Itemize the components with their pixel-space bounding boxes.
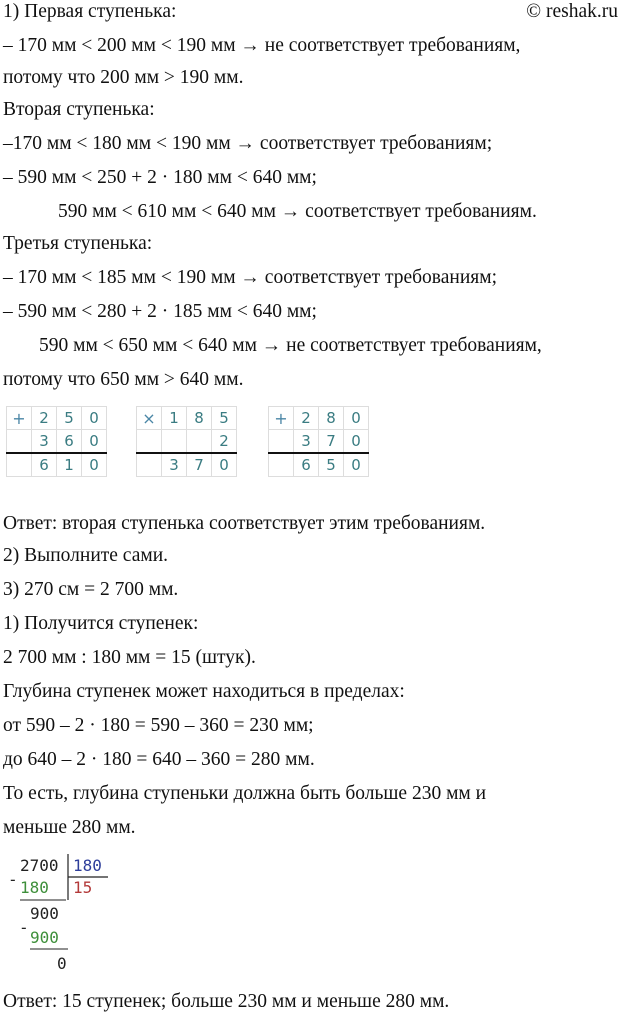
plus-sign: + <box>7 407 32 430</box>
quotient: 15 <box>73 878 93 897</box>
text-line: потому что 650 мм > 640 мм. <box>3 369 244 390</box>
digit: 0 <box>344 430 369 454</box>
text-line: 590 мм < 650 мм < 640 мм → не соответствует требованиям, <box>39 335 542 356</box>
text-line: 3) 270 см = 2 700 мм. <box>3 579 179 600</box>
text-line: Глубина ступенек может находиться в пределах: <box>3 681 405 702</box>
digit: 3 <box>294 430 319 454</box>
empty-cell <box>7 430 32 454</box>
digit: 7 <box>319 430 344 454</box>
text-line: до 640 – 2 · 180 = 640 – 360 = 280 мм. <box>3 749 315 770</box>
text-line: меньше 280 мм. <box>3 817 136 838</box>
calc-addition-1 <box>6 406 107 477</box>
digit: 7 <box>187 453 212 477</box>
minus-sign: - <box>8 870 18 889</box>
minus-sign: - <box>19 918 29 937</box>
digit: 0 <box>82 453 107 477</box>
digit: 8 <box>187 407 212 430</box>
digit <box>162 430 187 454</box>
empty-cell <box>269 453 294 477</box>
empty-cell <box>137 453 162 477</box>
digit: 1 <box>57 453 82 477</box>
text-line: –170 мм < 180 мм < 190 мм → соответствует требованиям; <box>3 133 493 154</box>
digit: 2 <box>32 407 57 430</box>
long-division <box>0 848 160 978</box>
text-line: 2) Выполните сами. <box>3 545 169 566</box>
subtrahend: 180 <box>20 878 49 897</box>
text-line: 1) Получится ступенек: <box>3 613 199 634</box>
text-line: – 170 мм < 185 мм < 190 мм → соответствует требованиям; <box>3 267 498 288</box>
digit: 5 <box>212 407 237 430</box>
calc-addition-2 <box>268 406 369 477</box>
digit: 3 <box>32 430 57 454</box>
text-line: Третья ступенька: <box>3 233 153 254</box>
answer-line: Ответ: 15 ступенек; больше 230 мм и меньше 280 мм. <box>3 991 450 1012</box>
empty-cell <box>269 430 294 454</box>
text-line: 2 700 мм : 180 мм = 15 (штук). <box>3 647 256 668</box>
digit: 8 <box>319 407 344 430</box>
remainder: 900 <box>30 904 59 923</box>
text-line: – 590 мм < 250 + 2 · 180 мм < 640 мм; <box>3 167 317 188</box>
digit: 0 <box>82 407 107 430</box>
digit: 0 <box>82 430 107 454</box>
text-line: от 590 – 2 · 180 = 590 – 360 = 230 мм; <box>3 715 314 736</box>
empty-cell <box>7 453 32 477</box>
digit: 6 <box>294 453 319 477</box>
text-line: 590 мм < 610 мм < 640 мм → соответствует требованиям. <box>58 201 537 222</box>
digit: 3 <box>162 453 187 477</box>
digit: 5 <box>319 453 344 477</box>
text-line: – 170 мм < 200 мм < 190 мм → не соответствует требованиям, <box>3 35 521 56</box>
digit: 0 <box>344 407 369 430</box>
digit: 1 <box>162 407 187 430</box>
digit: 6 <box>57 430 82 454</box>
final-remainder: 0 <box>57 954 67 973</box>
text-line: потому что 200 мм > 190 мм. <box>3 67 244 88</box>
text-line: То есть, глубина ступеньки должна быть больше 230 мм и <box>3 783 487 804</box>
digit: 2 <box>294 407 319 430</box>
division-lines <box>0 848 160 978</box>
watermark: © reshak.ru <box>526 1 618 22</box>
text-line: 1) Первая ступенька: <box>3 1 177 22</box>
digit <box>187 430 212 454</box>
digit: 2 <box>212 430 237 454</box>
dividend: 2700 <box>20 856 59 875</box>
digit: 6 <box>32 453 57 477</box>
divisor: 180 <box>73 856 102 875</box>
text-line: Вторая ступенька: <box>3 99 155 120</box>
empty-cell <box>137 430 162 454</box>
digit: 0 <box>212 453 237 477</box>
text-line: Ответ: вторая ступенька соответствует этим требованиям. <box>3 513 486 534</box>
multiply-sign: × <box>137 407 162 430</box>
digit: 0 <box>344 453 369 477</box>
subtrahend: 900 <box>30 928 59 947</box>
text-line: – 590 мм < 280 + 2 · 185 мм < 640 мм; <box>3 301 317 322</box>
calc-multiplication <box>136 406 237 477</box>
plus-sign: + <box>269 407 294 430</box>
digit: 5 <box>57 407 82 430</box>
